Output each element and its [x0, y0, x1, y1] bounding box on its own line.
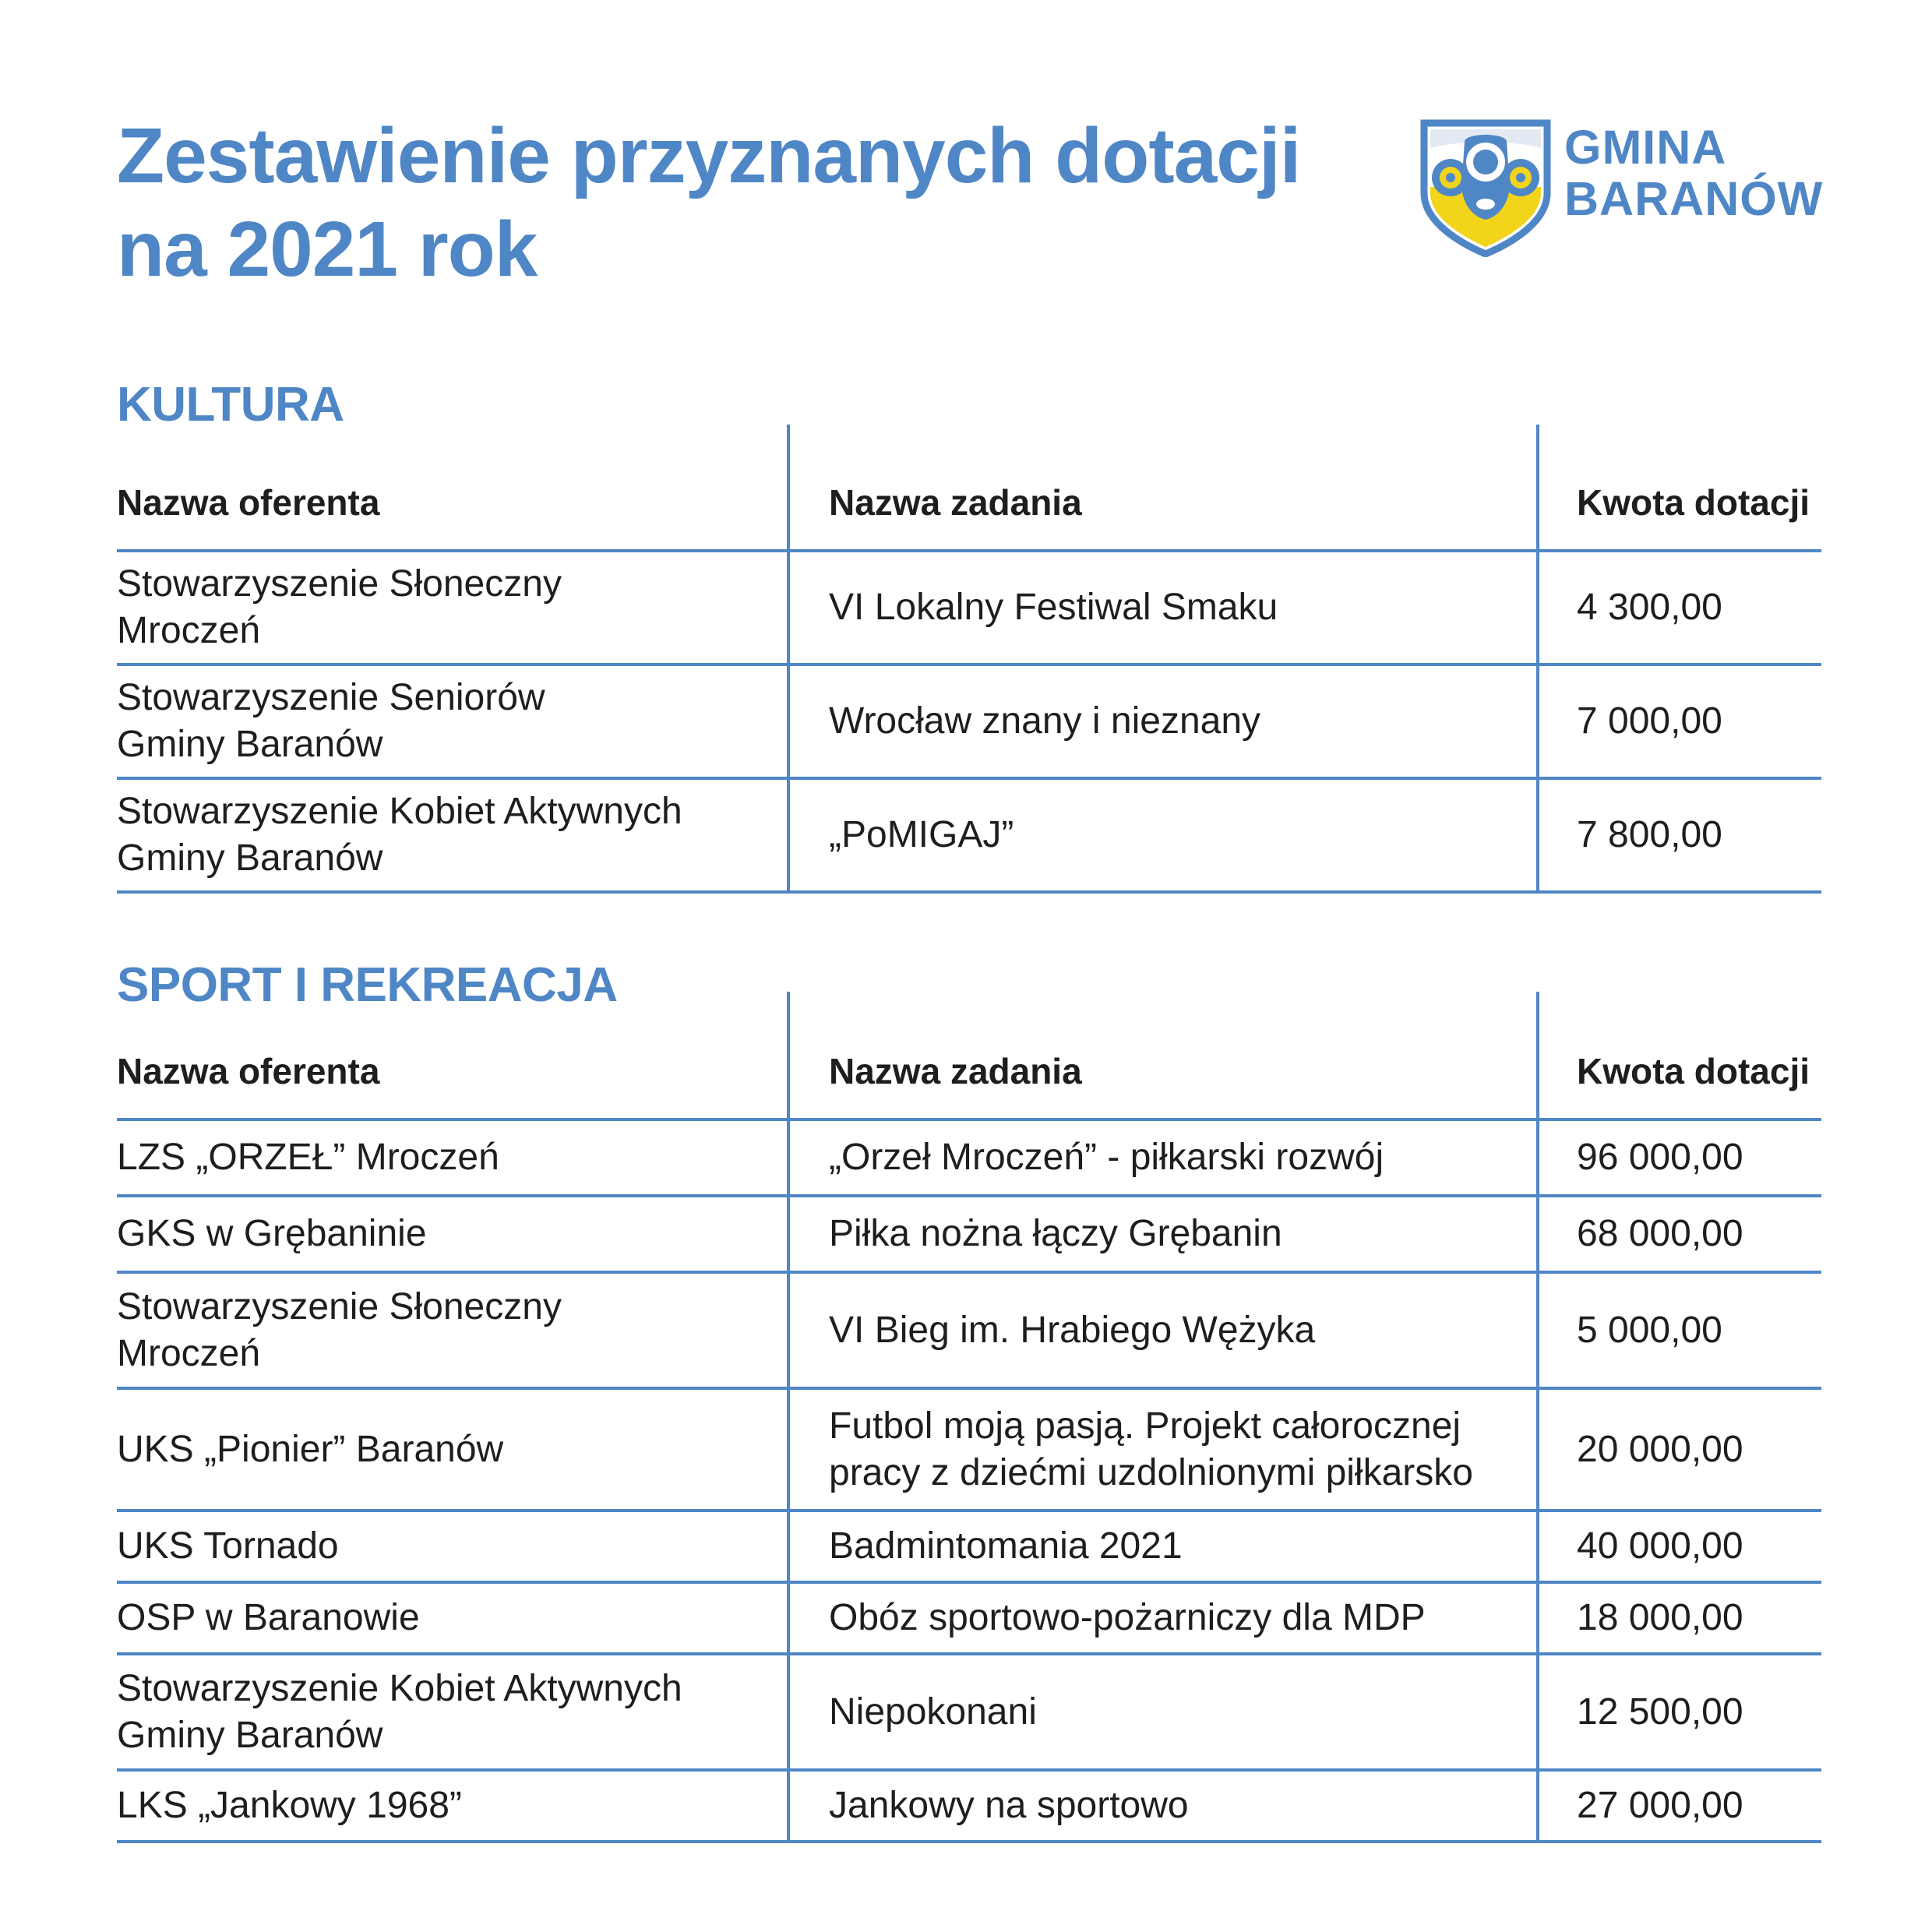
table-row	[117, 665, 1821, 778]
table-row	[117, 1511, 1821, 1582]
table-row	[117, 1654, 1821, 1770]
offeror-cell: Stowarzyszenie Kobiet Aktywnych Gminy Baranów	[117, 778, 788, 892]
column-header-offeror: Nazwa oferenta	[117, 992, 788, 1119]
ram-shield-icon	[1419, 117, 1552, 257]
task-cell: Wrocław znany i nieznany	[788, 665, 1538, 778]
grants-table-sport	[117, 992, 1821, 1843]
logo-line-2: BARANÓW	[1564, 172, 1824, 225]
offeror-cell: UKS „Pionier” Baranów	[117, 1388, 788, 1511]
amount-cell: 40 000,00	[1538, 1511, 1821, 1582]
task-cell: Jankowy na sportowo	[788, 1770, 1538, 1842]
amount-cell: 7 000,00	[1538, 665, 1821, 778]
amount-cell: 18 000,00	[1538, 1582, 1821, 1654]
amount-cell: 68 000,00	[1538, 1196, 1821, 1272]
section-title-sport: SPORT I REKREACJA	[117, 958, 618, 1012]
task-cell: VI Bieg im. Hrabiego Wężyka	[788, 1272, 1538, 1388]
task-cell: Badmintomania 2021	[788, 1511, 1538, 1582]
table-row	[117, 1770, 1821, 1842]
offeror-cell: GKS w Grębaninie	[117, 1196, 788, 1272]
table-row	[117, 1272, 1821, 1388]
table-row	[117, 1388, 1821, 1511]
amount-cell: 4 300,00	[1538, 551, 1821, 665]
task-cell: Futbol moją pasją. Projekt całorocznej pracy z dziećmi uzdolnionymi piłkarsko	[788, 1388, 1538, 1511]
task-cell: „Orzeł Mroczeń” - piłkarski rozwój	[788, 1119, 1538, 1196]
table-header-row	[117, 992, 1821, 1119]
column-header-amount: Kwota dotacji	[1538, 992, 1821, 1119]
page-title-line-2: na 2021 rok	[117, 206, 538, 293]
offeror-cell: Stowarzyszenie Słoneczny Mroczeń	[117, 551, 788, 665]
column-header-task: Nazwa zadania	[788, 992, 1538, 1119]
table-row	[117, 1196, 1821, 1272]
offeror-cell: LKS „Jankowy 1968”	[117, 1770, 788, 1842]
amount-cell: 5 000,00	[1538, 1272, 1821, 1388]
amount-cell: 7 800,00	[1538, 778, 1821, 892]
table-row	[117, 1119, 1821, 1196]
amount-cell: 12 500,00	[1538, 1654, 1821, 1770]
table-row	[117, 551, 1821, 665]
gmina-logo	[1419, 117, 1840, 257]
offeror-cell: OSP w Baranowie	[117, 1582, 788, 1654]
grants-table-kultura	[117, 425, 1821, 894]
section-title-kultura: KULTURA	[117, 378, 344, 432]
table-row	[117, 778, 1821, 892]
amount-cell: 27 000,00	[1538, 1770, 1821, 1842]
offeror-cell: Stowarzyszenie Seniorów Gminy Baranów	[117, 665, 788, 778]
task-cell: VI Lokalny Festiwal Smaku	[788, 551, 1538, 665]
table-header-row	[117, 425, 1821, 551]
offeror-cell: Stowarzyszenie Kobiet Aktywnych Gminy Baranów	[117, 1654, 788, 1770]
amount-cell: 20 000,00	[1538, 1388, 1821, 1511]
offeror-cell: UKS Tornado	[117, 1511, 788, 1582]
column-header-offeror: Nazwa oferenta	[117, 425, 788, 551]
task-cell: „PoMIGAJ”	[788, 778, 1538, 892]
column-header-task: Nazwa zadania	[788, 425, 1538, 551]
column-header-amount: Kwota dotacji	[1538, 425, 1821, 551]
logo-line-1: GMINA	[1564, 121, 1727, 174]
table-row	[117, 1582, 1821, 1654]
amount-cell: 96 000,00	[1538, 1119, 1821, 1196]
logo-wordmark	[1564, 122, 1823, 224]
offeror-cell: Stowarzyszenie Słoneczny Mroczeń	[117, 1272, 788, 1388]
page-title-line-1: Zestawienie przyznanych dotacji	[117, 112, 1301, 199]
task-cell: Obóz sportowo-pożarniczy dla MDP	[788, 1582, 1538, 1654]
page-title	[117, 109, 1363, 296]
task-cell: Piłka nożna łączy Grębanin	[788, 1196, 1538, 1272]
task-cell: Niepokonani	[788, 1654, 1538, 1770]
offeror-cell: LZS „ORZEŁ” Mroczeń	[117, 1119, 788, 1196]
